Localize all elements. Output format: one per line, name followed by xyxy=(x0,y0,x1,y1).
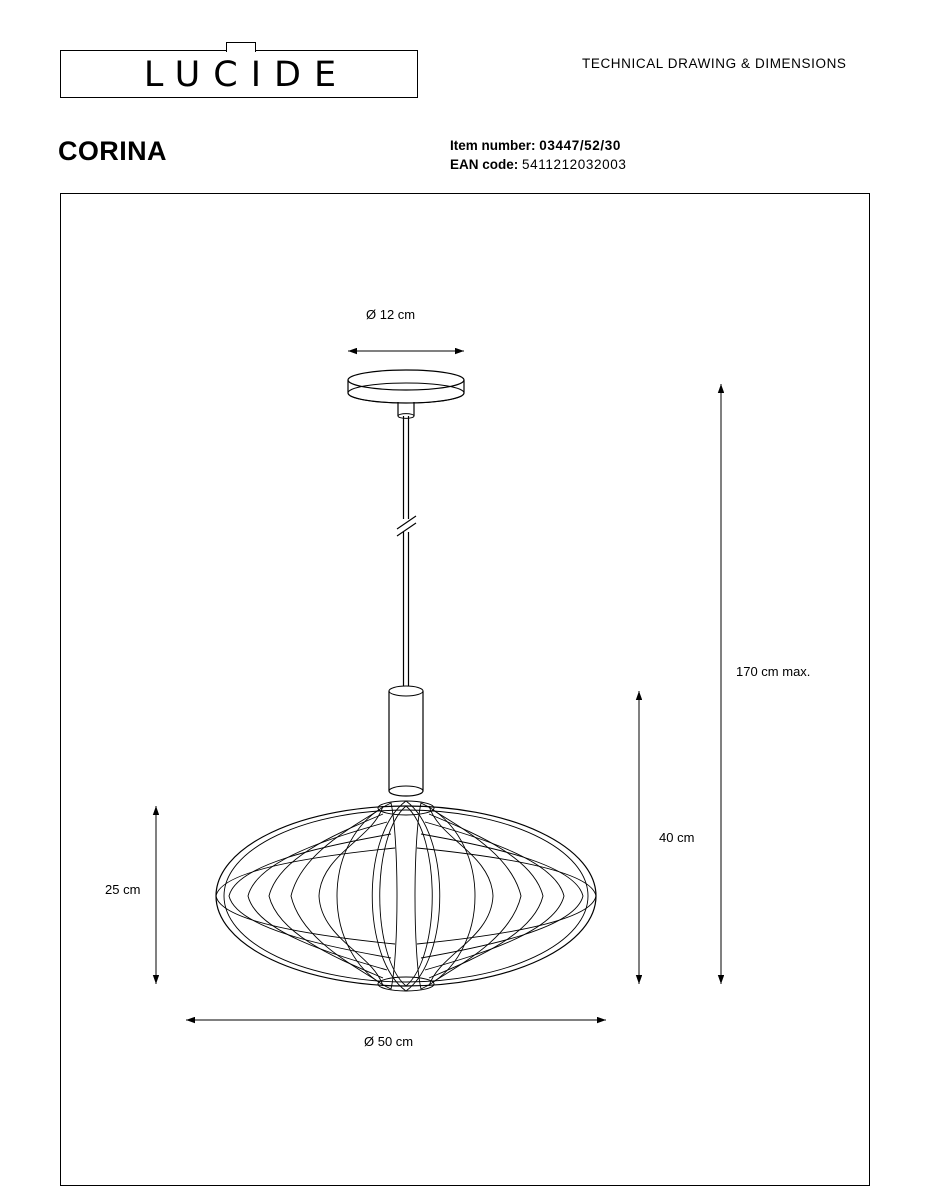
socket-bottom-line xyxy=(389,786,423,791)
brand-logo xyxy=(60,50,418,98)
cord-lower xyxy=(404,532,409,686)
canopy-stem-cap xyxy=(398,414,414,419)
socket-body xyxy=(389,691,423,796)
ean-value: 5411212032003 xyxy=(522,157,627,172)
shade-outline-inner xyxy=(224,810,588,982)
shade-bottom-ring xyxy=(378,977,434,991)
socket-top xyxy=(389,686,423,696)
dim-label-fixture-height: 40 cm xyxy=(659,830,695,845)
cord-break-symbol xyxy=(397,516,416,529)
dim-label-shade-diameter: Ø 50 cm xyxy=(364,1034,414,1049)
shade-ribs xyxy=(216,801,596,991)
page-header xyxy=(60,50,870,102)
dim-label-max-height: 170 cm max. xyxy=(736,664,811,679)
ean-label: EAN code: xyxy=(450,157,519,172)
dim-label-canopy-diameter: Ø 12 cm xyxy=(366,307,416,322)
technical-drawing-frame xyxy=(60,193,870,1186)
shade-outline xyxy=(216,806,596,986)
technical-drawing xyxy=(61,194,871,1187)
item-number-value: 03447/52/30 xyxy=(539,138,621,153)
page-title: CORINA xyxy=(58,136,167,166)
header-title: TECHNICAL DRAWING & DIMENSIONS xyxy=(582,56,847,71)
canopy-bottom-ring xyxy=(348,383,464,403)
cord-break-symbol-2 xyxy=(397,523,416,536)
ean-row xyxy=(450,155,626,174)
cord-upper xyxy=(404,416,409,519)
brand-logo-text: LUCIDE xyxy=(143,55,350,95)
item-number-label: Item number: xyxy=(450,138,536,153)
dim-label-shade-height: 25 cm xyxy=(105,882,141,897)
shade-top-ring xyxy=(378,801,434,815)
item-number-row xyxy=(450,136,626,155)
product-meta xyxy=(450,136,626,174)
canopy-top xyxy=(348,370,464,390)
